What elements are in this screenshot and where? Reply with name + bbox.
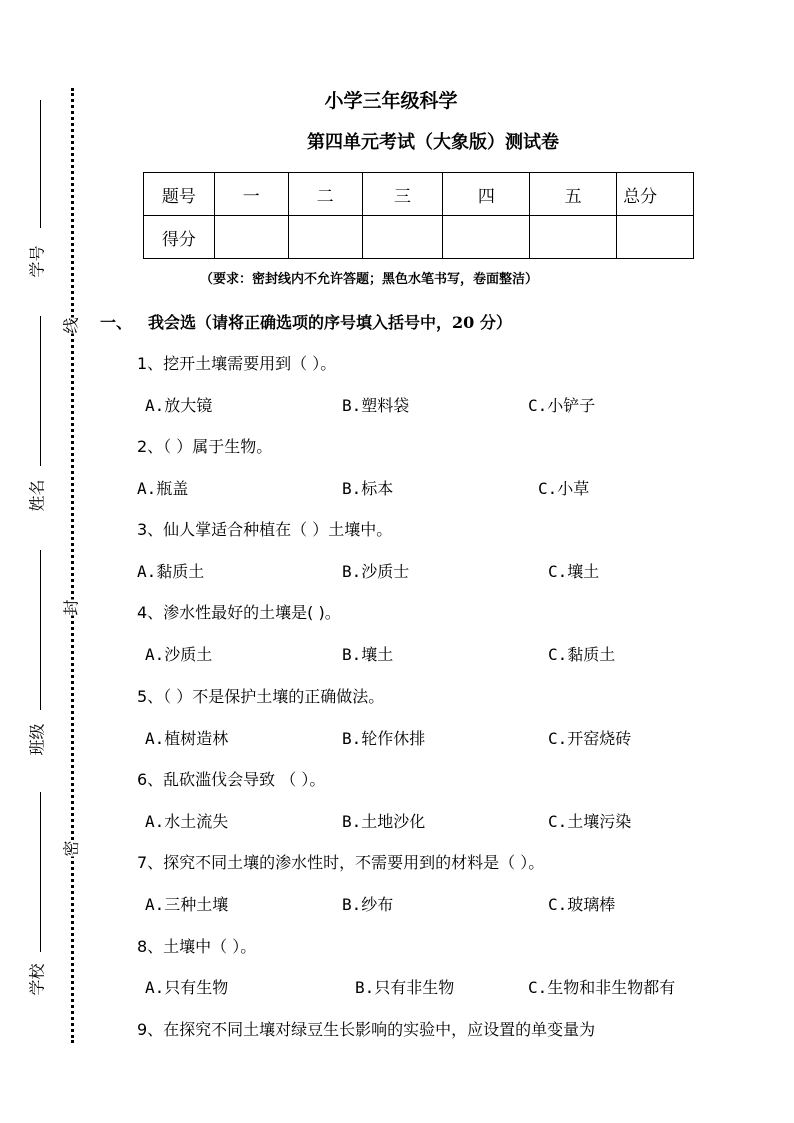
student-id-line[interactable] (40, 100, 41, 228)
seal-char-mi: 密 (57, 840, 84, 856)
option-8b[interactable]: B.只有非生物 (355, 978, 455, 997)
option-1b[interactable]: B.塑料袋 (342, 396, 410, 415)
question-2: 2、（ ）属于生物。 (137, 437, 273, 456)
score-cell[interactable] (288, 216, 362, 259)
option-8a[interactable]: A.只有生物 (145, 978, 229, 997)
table-cell: 四 (443, 173, 530, 216)
table-cell: 得分 (144, 216, 215, 259)
option-1c[interactable]: C.小铲子 (528, 396, 596, 415)
option-3a[interactable]: A.黏质土 (137, 562, 205, 581)
class-line[interactable] (40, 550, 41, 710)
table-cell: 一 (214, 173, 288, 216)
score-cell[interactable] (617, 216, 694, 259)
option-2a[interactable]: A.瓶盖 (137, 479, 189, 498)
table-cell: 五 (530, 173, 617, 216)
class-label: 班级 (27, 723, 47, 756)
school-line[interactable] (40, 792, 41, 952)
option-5c[interactable]: C.开窑烧砖 (548, 729, 632, 748)
requirement-note: （要求：密封线内不允许答题；黑色水笔书写，卷面整洁） (200, 272, 539, 287)
question-6: 6、乱砍滥伐会导致 （ ）。 (137, 770, 326, 789)
option-7c[interactable]: C.玻璃棒 (548, 895, 616, 914)
score-cell[interactable] (530, 216, 617, 259)
school-label: 学校 (27, 963, 47, 996)
question-1: 1、挖开土壤需要用到（ ）。 (137, 354, 337, 373)
option-3b[interactable]: B.沙质士 (342, 562, 410, 581)
option-3c[interactable]: C.壤土 (548, 562, 600, 581)
option-6b[interactable]: B.土地沙化 (342, 812, 426, 831)
score-table-score-row (144, 216, 694, 259)
seal-char-xian: 线 (57, 317, 84, 333)
question-9: 9、在探究不同土壤对绿豆生长影响的实验中，应设置的单变量为 (137, 1020, 596, 1039)
option-5b[interactable]: B.轮作休排 (342, 729, 426, 748)
option-4a[interactable]: A.沙质土 (145, 645, 213, 664)
student-id-label: 学号 (27, 245, 47, 278)
score-cell[interactable] (214, 216, 288, 259)
option-6a[interactable]: A.水土流失 (145, 812, 229, 831)
seal-dotted-line (71, 88, 74, 1043)
option-6c[interactable]: C.土壤污染 (548, 812, 632, 831)
section-heading (100, 310, 512, 333)
table-cell: 题号 (144, 173, 215, 216)
question-5: 5、（ ）不是保护土壤的正确做法。 (137, 687, 385, 706)
page-title: 小学三年级科学 (324, 90, 458, 112)
option-2c[interactable]: C.小草 (538, 479, 590, 498)
option-2b[interactable]: B.标本 (342, 479, 394, 498)
score-cell[interactable] (443, 216, 530, 259)
option-7b[interactable]: B.纱布 (342, 895, 394, 914)
option-4b[interactable]: B.壤土 (342, 645, 394, 664)
score-cell[interactable] (362, 216, 443, 259)
question-8: 8、土壤中（ ）。 (137, 937, 257, 956)
option-4c[interactable]: C.黏质土 (548, 645, 616, 664)
table-cell: 二 (288, 173, 362, 216)
table-cell: 总分 (617, 173, 694, 216)
section-text: 我会选（请将正确选项的序号填入括号中，20 分） (148, 313, 512, 332)
name-label: 姓名 (27, 479, 47, 512)
table-cell: 三 (362, 173, 443, 216)
section-number: 一、 (100, 313, 133, 332)
score-table (143, 172, 694, 259)
question-3: 3、仙人掌适合种植在（ ）土壤中。 (137, 520, 393, 539)
option-8c[interactable]: C.生物和非生物都有 (528, 978, 676, 997)
question-4: 4、渗水性最好的土壤是( )。 (137, 603, 341, 622)
option-1a[interactable]: A.放大镜 (145, 396, 213, 415)
score-table-header-row (144, 173, 694, 216)
page-subtitle: 第四单元考试（大象版）测试卷 (307, 132, 559, 153)
option-7a[interactable]: A.三种土壤 (145, 895, 229, 914)
option-5a[interactable]: A.植树造林 (145, 729, 229, 748)
seal-char-feng: 封 (57, 599, 84, 615)
question-7: 7、探究不同土壤的渗水性时，不需要用到的材料是（ ）。 (137, 853, 545, 872)
name-line[interactable] (40, 316, 41, 466)
